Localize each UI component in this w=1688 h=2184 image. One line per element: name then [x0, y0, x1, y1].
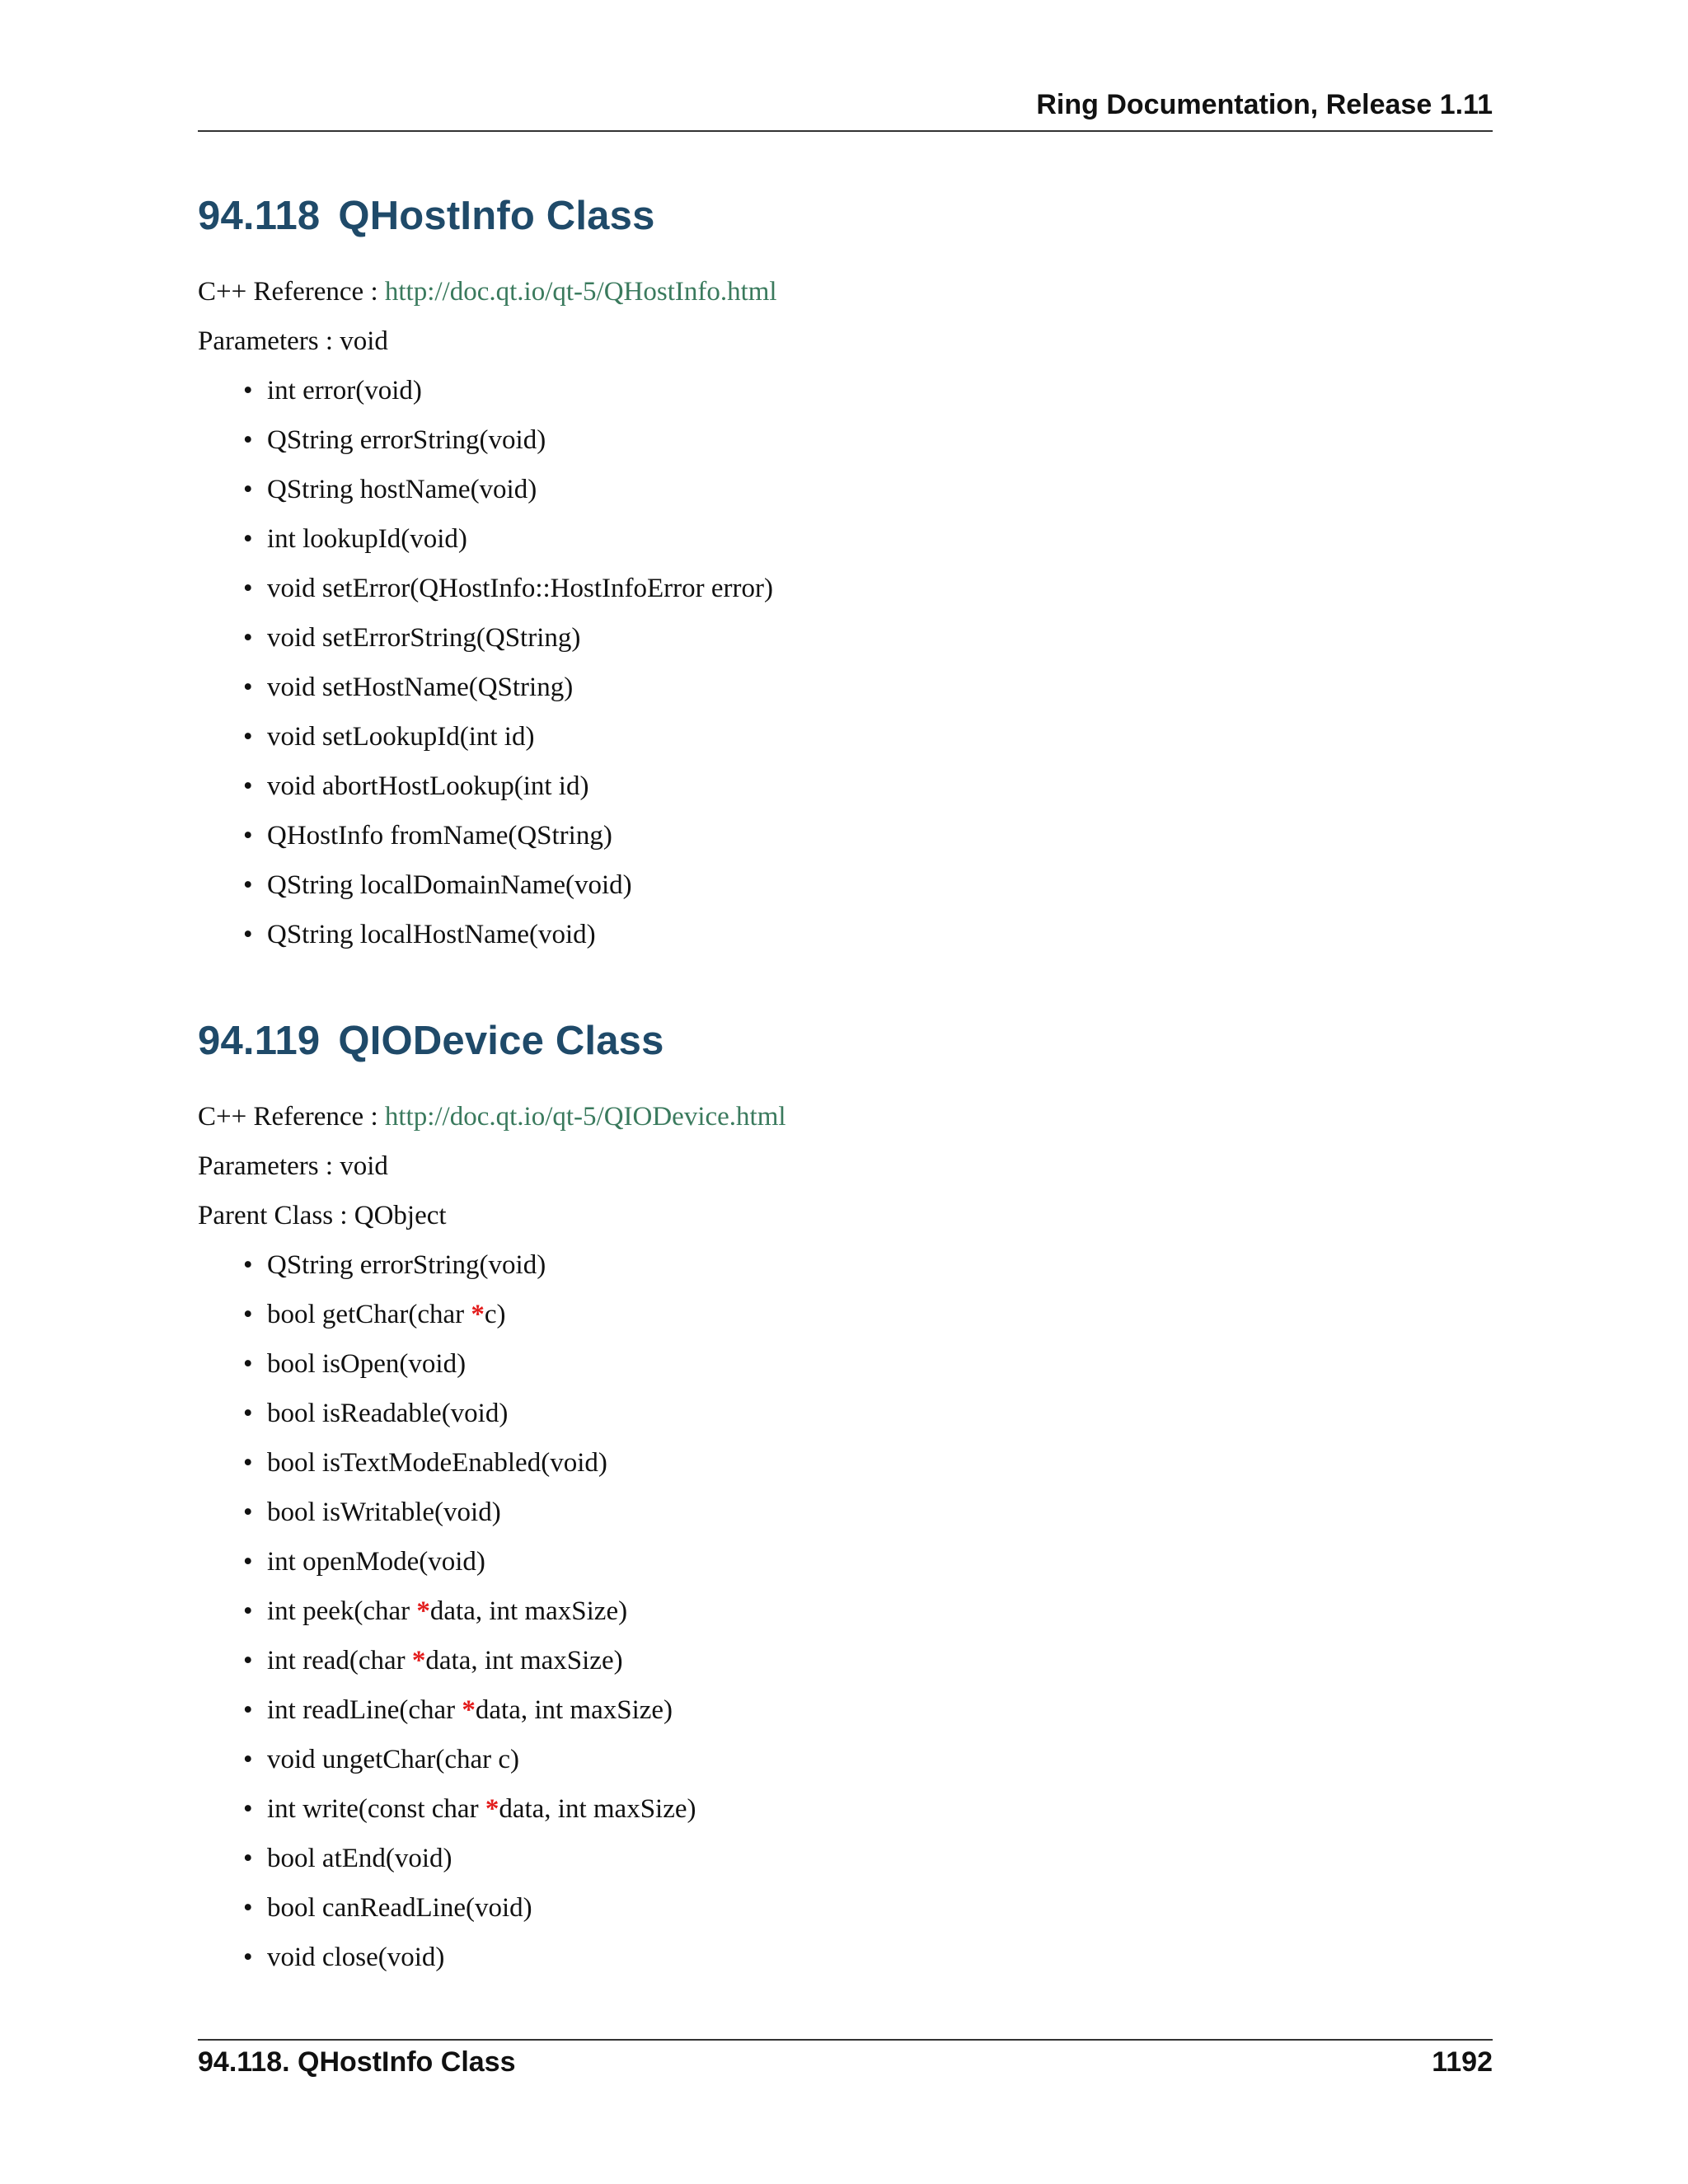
- method-list: [198, 366, 1493, 959]
- method-signature: void abortHostLookup(int id): [267, 771, 589, 801]
- method-item: [198, 415, 1493, 465]
- method-signature: int write(const char *data, int maxSize): [267, 1794, 696, 1824]
- bullet-icon: •: [243, 1745, 253, 1774]
- method-signature: QString localDomainName(void): [267, 870, 632, 900]
- method-signature: int lookupId(void): [267, 524, 467, 554]
- section-qiodevice: [198, 1016, 1493, 1982]
- page-number: 1192: [1432, 2046, 1493, 2078]
- method-signature: QString hostName(void): [267, 475, 537, 504]
- bullet-icon: •: [243, 1794, 253, 1824]
- bullet-icon: •: [243, 673, 253, 702]
- method-signature: QString errorString(void): [267, 1250, 546, 1280]
- method-item: [198, 514, 1493, 564]
- method-item: [198, 564, 1493, 613]
- bullet-icon: •: [243, 1844, 253, 1873]
- method-item: [198, 1389, 1493, 1438]
- section-heading: [198, 191, 1493, 241]
- method-item: [198, 1339, 1493, 1389]
- method-item: [198, 663, 1493, 712]
- section-title: QIODevice Class: [338, 1019, 664, 1063]
- footer-section: 94.118. QHostInfo Class: [198, 2046, 516, 2078]
- section-title: QHostInfo Class: [338, 194, 655, 238]
- bullet-icon: •: [243, 1448, 253, 1478]
- method-signature: int read(char *data, int maxSize): [267, 1646, 623, 1675]
- bullet-icon: •: [243, 524, 253, 554]
- reference-link[interactable]: http://doc.qt.io/qt-5/QHostInfo.html: [384, 277, 777, 307]
- bullet-icon: •: [243, 1695, 253, 1725]
- method-signature: bool getChar(char *c): [267, 1300, 506, 1329]
- running-footer: [198, 2042, 1493, 2082]
- bullet-icon: •: [243, 1250, 253, 1280]
- method-item: [198, 860, 1493, 910]
- method-signature: bool canReadLine(void): [267, 1893, 532, 1923]
- bullet-icon: •: [243, 376, 253, 405]
- method-list: [198, 1240, 1493, 1982]
- bullet-icon: •: [243, 1399, 253, 1428]
- method-signature: void setErrorString(QString): [267, 623, 581, 653]
- method-signature: bool isReadable(void): [267, 1399, 509, 1428]
- bullet-icon: •: [243, 1893, 253, 1923]
- method-item: [198, 1735, 1493, 1784]
- bullet-icon: •: [243, 722, 253, 752]
- method-signature: void close(void): [267, 1943, 445, 1972]
- method-item: [198, 910, 1493, 959]
- method-signature: bool isTextModeEnabled(void): [267, 1448, 607, 1478]
- method-item: [198, 1685, 1493, 1735]
- bullet-icon: •: [243, 574, 253, 603]
- method-item: [198, 1290, 1493, 1339]
- reference-link[interactable]: http://doc.qt.io/qt-5/QIODevice.html: [384, 1102, 786, 1132]
- method-item: [198, 1537, 1493, 1586]
- method-item: [198, 811, 1493, 860]
- bullet-icon: •: [243, 1646, 253, 1675]
- method-signature: bool isWritable(void): [267, 1497, 501, 1527]
- method-item: [198, 712, 1493, 762]
- reference-label: C++ Reference :: [198, 277, 385, 307]
- bullet-icon: •: [243, 920, 253, 949]
- running-header: [198, 89, 1493, 132]
- method-item: [198, 1240, 1493, 1290]
- method-signature: QHostInfo fromName(QString): [267, 821, 612, 851]
- bullet-icon: •: [243, 771, 253, 801]
- method-item: [198, 1883, 1493, 1933]
- bullet-icon: •: [243, 870, 253, 900]
- method-item: [198, 366, 1493, 415]
- method-signature: void ungetChar(char c): [267, 1745, 520, 1774]
- method-signature: QString errorString(void): [267, 425, 546, 455]
- bullet-icon: •: [243, 1596, 253, 1626]
- method-signature: bool atEnd(void): [267, 1844, 452, 1873]
- parent-class-line: Parent Class : QObject: [198, 1201, 447, 1230]
- parameters-line: Parameters : void: [198, 1151, 388, 1181]
- method-signature: void setError(QHostInfo::HostInfoError error): [267, 574, 773, 603]
- method-item: [198, 1784, 1493, 1834]
- reference-label: C++ Reference :: [198, 1102, 385, 1132]
- document-page: [198, 0, 1493, 2184]
- parameters-line: Parameters : void: [198, 326, 388, 356]
- bullet-icon: •: [243, 821, 253, 851]
- method-item: [198, 465, 1493, 514]
- method-signature: bool isOpen(void): [267, 1349, 467, 1379]
- section-qhostinfo: [198, 191, 1493, 959]
- bullet-icon: •: [243, 1943, 253, 1972]
- cpp-reference: [198, 267, 1493, 316]
- method-signature: int peek(char *data, int maxSize): [267, 1596, 628, 1626]
- method-signature: int openMode(void): [267, 1547, 485, 1577]
- document-title: Ring Documentation, Release 1.11: [1036, 89, 1493, 120]
- method-item: [198, 1586, 1493, 1636]
- method-signature: int error(void): [267, 376, 422, 405]
- bullet-icon: •: [243, 623, 253, 653]
- bullet-icon: •: [243, 425, 253, 455]
- method-item: [198, 1488, 1493, 1537]
- section-heading: [198, 1016, 1493, 1066]
- method-signature: int readLine(char *data, int maxSize): [267, 1695, 673, 1725]
- cpp-reference: [198, 1092, 1493, 1141]
- footer-rule: [198, 2039, 1493, 2041]
- method-signature: QString localHostName(void): [267, 920, 596, 949]
- method-signature: void setHostName(QString): [267, 673, 574, 702]
- method-signature: void setLookupId(int id): [267, 722, 535, 752]
- method-item: [198, 1933, 1493, 1982]
- method-item: [198, 1438, 1493, 1488]
- bullet-icon: •: [243, 1300, 253, 1329]
- bullet-icon: •: [243, 1547, 253, 1577]
- method-item: [198, 613, 1493, 663]
- bullet-icon: •: [243, 1497, 253, 1527]
- method-item: [198, 1636, 1493, 1685]
- method-item: [198, 1834, 1493, 1883]
- section-number: 94.119: [198, 1019, 321, 1063]
- bullet-icon: •: [243, 1349, 253, 1379]
- method-item: [198, 762, 1493, 811]
- bullet-icon: •: [243, 475, 253, 504]
- section-number: 94.118: [198, 194, 321, 238]
